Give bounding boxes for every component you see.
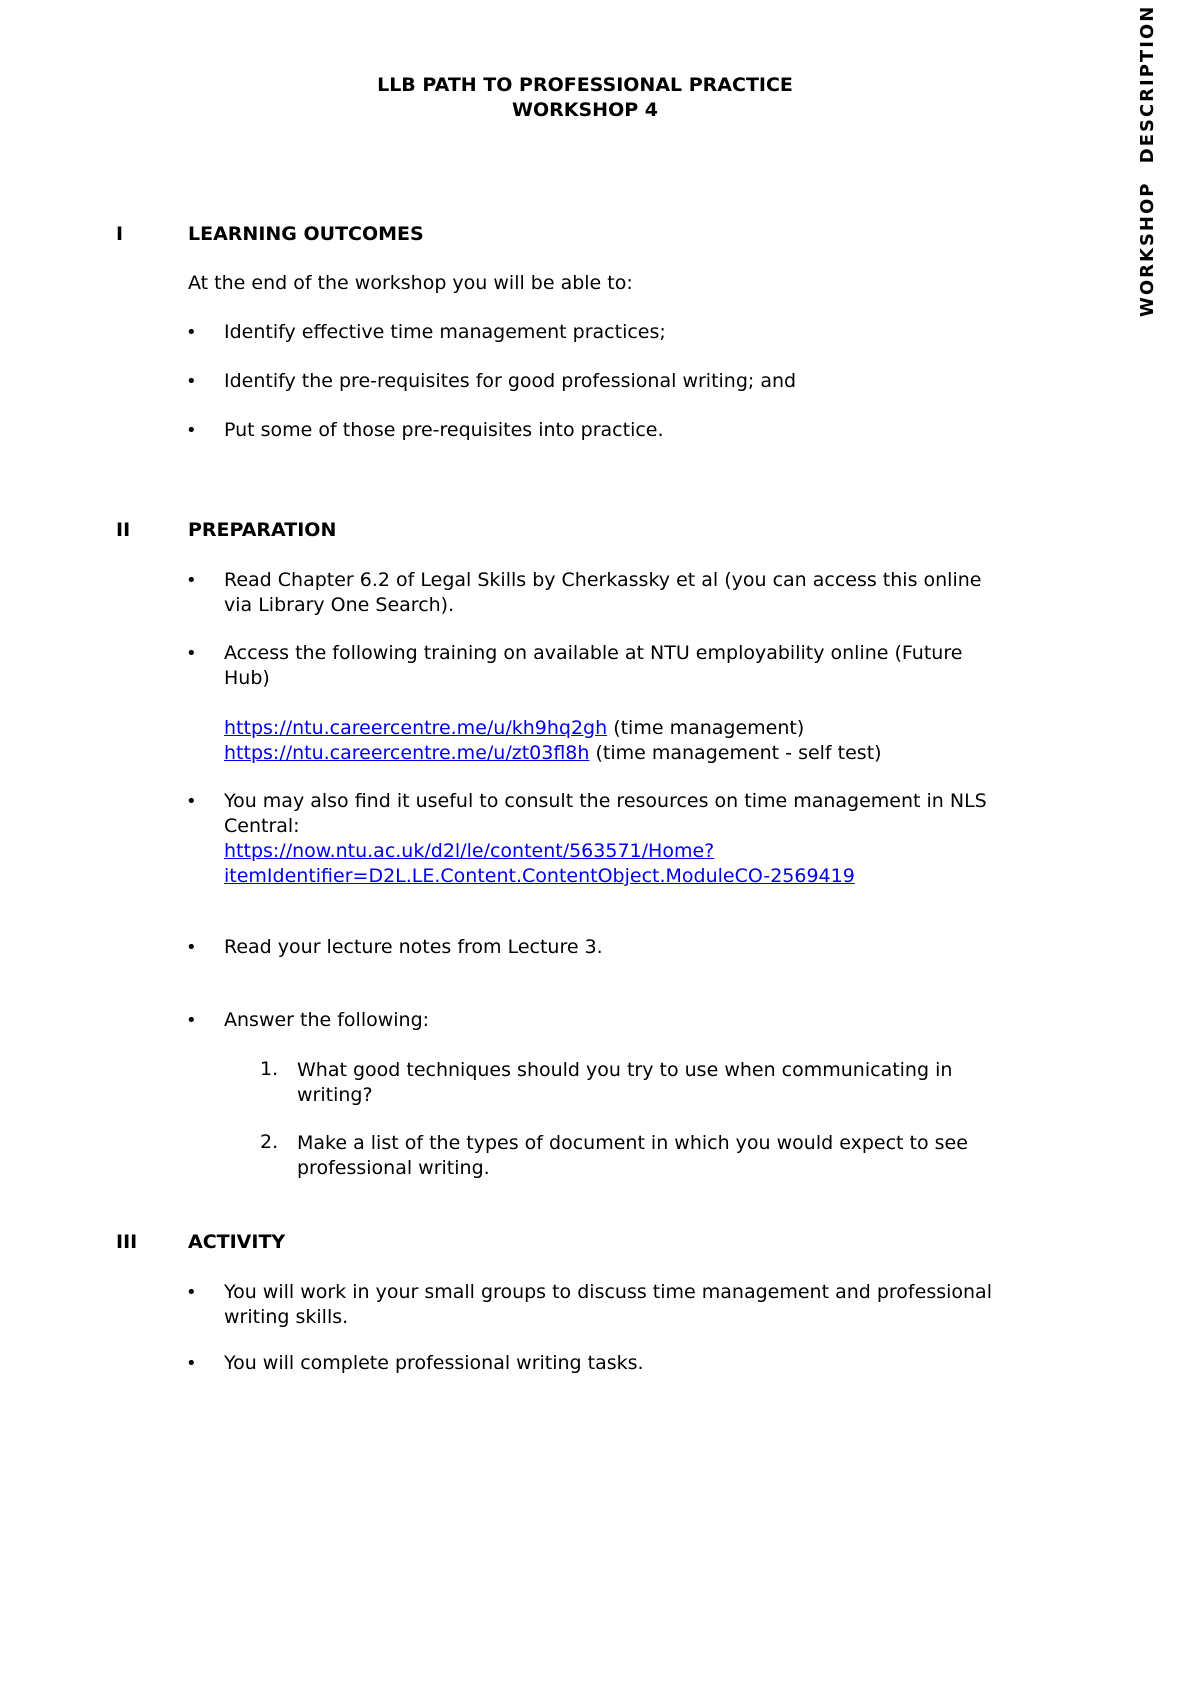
bullet-icon: •	[186, 643, 197, 664]
bullet-icon: •	[186, 570, 197, 591]
training-links	[224, 716, 1064, 766]
link-note: (time management - self test)	[589, 742, 882, 764]
section-heading-activity: ACTIVITY	[188, 1231, 286, 1253]
preparation-item-line: You may also find it useful to consult the resources on time management in NLS	[224, 790, 987, 812]
activity-item-line: writing skills.	[224, 1306, 349, 1328]
bullet-icon: •	[186, 371, 197, 392]
section-heading-preparation: PREPARATION	[188, 519, 337, 541]
question-line: What good techniques should you try to use when communicating in	[297, 1059, 953, 1081]
question-number: 2.	[260, 1131, 279, 1153]
document-title: LLB PATH TO PROFESSIONAL PRACTICE	[377, 74, 793, 96]
preparation-item-reading	[224, 568, 1064, 618]
question-number: 1.	[260, 1058, 279, 1080]
side-label: WORKSHOP DESCRIPTION	[1137, 4, 1158, 317]
section-number-2: II	[116, 519, 131, 541]
question-line: professional writing.	[297, 1157, 490, 1179]
preparation-item-line: via Library One Search).	[224, 594, 455, 616]
document-subtitle: WORKSHOP 4	[512, 99, 658, 121]
learning-outcome-item: Identify effective time management practices;	[224, 321, 666, 343]
preparation-item-line: Hub)	[224, 667, 270, 689]
bullet-icon: •	[186, 322, 197, 343]
nls-central-link[interactable]	[224, 839, 1064, 889]
preparation-item-answer: Answer the following:	[224, 1009, 430, 1031]
question-line: Make a list of the types of document in which you would expect to see	[297, 1132, 968, 1154]
preparation-item-nls-central	[224, 789, 1064, 889]
nls-central-link-line[interactable]: itemIdentifier=D2L.LE.Content.ContentObject.ModuleCO-2569419	[224, 865, 855, 887]
question-item	[297, 1131, 1057, 1181]
activity-item-line: You will work in your small groups to discuss time management and professional	[224, 1281, 992, 1303]
link-note: (time management)	[607, 717, 805, 739]
section-heading-learning-outcomes: LEARNING OUTCOMES	[188, 223, 424, 245]
bullet-icon: •	[186, 791, 197, 812]
bullet-icon: •	[186, 1353, 197, 1374]
question-item	[297, 1058, 1057, 1108]
bullet-icon: •	[186, 937, 197, 958]
section-number-1: I	[116, 223, 124, 245]
learning-outcome-item: Identify the pre-requisites for good professional writing; and	[224, 370, 797, 392]
learning-outcome-item: Put some of those pre-requisites into practice.	[224, 419, 664, 441]
question-line: writing?	[297, 1084, 373, 1106]
preparation-item-lecture-notes: Read your lecture notes from Lecture 3.	[224, 936, 603, 958]
preparation-item-training	[224, 641, 1064, 691]
preparation-item-line: Access the following training on available at NTU employability online (Future	[224, 642, 963, 664]
bullet-icon: •	[186, 1010, 197, 1031]
preparation-item-line: Read Chapter 6.2 of Legal Skills by Cherkassky et al (you can access this online	[224, 569, 982, 591]
time-management-link[interactable]: https://ntu.careercentre.me/u/kh9hq2gh	[224, 717, 608, 739]
learning-outcomes-intro: At the end of the workshop you will be able to:	[188, 272, 633, 294]
nls-central-link-line[interactable]: https://now.ntu.ac.uk/d2l/le/content/563571/Home?	[224, 840, 715, 862]
activity-item: You will complete professional writing tasks.	[224, 1352, 644, 1374]
activity-item	[224, 1280, 1064, 1330]
preparation-item-line: Central:	[224, 815, 300, 837]
section-number-3: III	[116, 1231, 138, 1253]
bullet-icon: •	[186, 420, 197, 441]
self-test-link[interactable]: https://ntu.careercentre.me/u/zt03fl8h	[224, 742, 590, 764]
bullet-icon: •	[186, 1282, 197, 1303]
